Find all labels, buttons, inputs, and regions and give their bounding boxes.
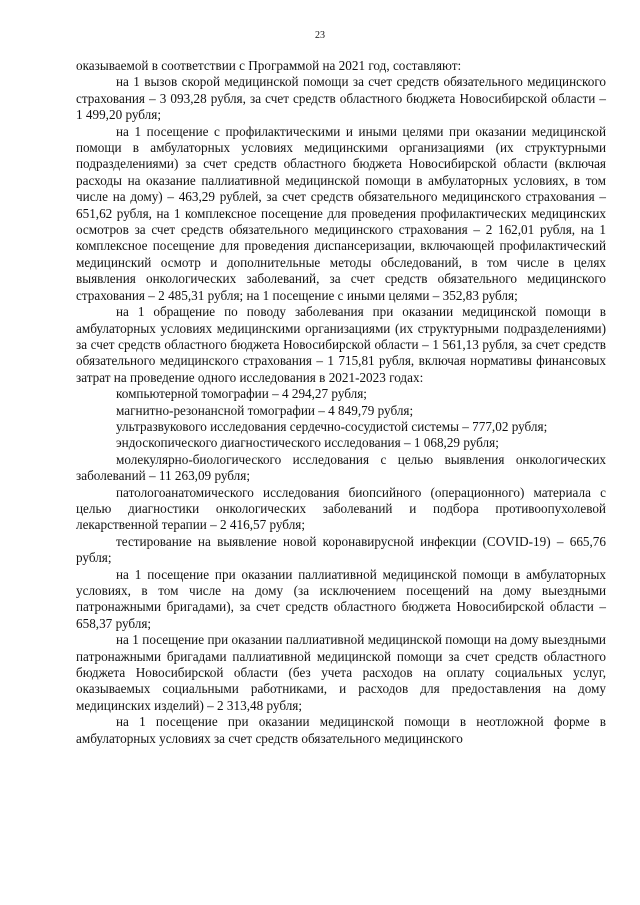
paragraph-intro: оказываемой в соответствии с Программой на 2021 год, составляют:	[76, 58, 462, 73]
paragraph-ambulance-call: на 1 вызов скорой медицинской помощи за счет средств обязательного медицинского страхования – 3 093,28 рубля, за счет средств областного бюджета Новосибирской области – 1 499,20 рубля;	[76, 74, 606, 123]
paragraph-molecular: молекулярно-биологического исследования с целью выявления онкологических заболеваний – 11 263,09 рубля;	[76, 451, 606, 484]
paragraph-pathology: патологоанатомического исследования биопсийного (операционного) материала с целью диагностики онкологических заболеваний и подбора противоопухолевой лекарственной терапии – 2 416,57 рубля;	[76, 484, 606, 533]
paragraph-disease-appeal: на 1 обращение по поводу заболевания при оказании медицинской помощи в амбулаторных условиях медицинскими организациями (их структурными подразделениями) за счет средств областного бюджета Новосибирской области – 1 561,13 рубля, за счет средств обязательного медицинского страхования – 1 715,81 рубля, включая нормативы финансовых затрат на проведение одного исследования в 2021-2023 годах:	[76, 304, 606, 385]
paragraph-urgent-care: на 1 посещение при оказании медицинской помощи в неотложной форме в амбулаторных условиях за счет средств обязательного медицинского	[76, 714, 606, 746]
document-body	[76, 58, 606, 747]
page-number: 23	[315, 30, 325, 41]
paragraph-ultrasound: ультразвукового исследования сердечно-сосудистой системы – 777,02 рубля;	[116, 418, 548, 434]
paragraph-covid-test: тестирование на выявление новой коронавирусной инфекции (COVID-19) – 665,76 рубля;	[76, 533, 606, 566]
paragraph-ct: компьютерной томографии – 4 294,27 рубля;	[116, 386, 367, 402]
paragraph-preventive-visit: на 1 посещение с профилактическими и иными целями при оказании медицинской помощи в амбулаторных условиях медицинскими организациями (их структурными подразделениями) за счет средств областного бюджета Новосибирской области (включая расходы на оказание паллиативной медицинской помощи в амбулаторных условиях, в том числе на дому) – 463,29 рублей, за счет средств обязательного медицинского страхования – 651,62 рубля, на 1 комплексное посещение для проведения профилактических медицинских осмотров за счет средств обязательного медицинского страхования – 2 162,01 рубля, на 1 комплексное посещение для проведения диспансеризации, включающей профилактический медицинский осмотр и дополнительные методы обследований, в том числе в целях выявления онкологических заболеваний, за счет средств обязательного медицинского страхования – 2 485,31 рубля; на 1 посещение с иными целями – 352,83 рубля;	[76, 123, 606, 303]
paragraph-palliative-visit: на 1 посещение при оказании паллиативной медицинской помощи в амбулаторных условиях, в том числе на дому (за исключением посещений на дому выездными патронажными бригадами), за счет средств областного бюджета Новосибирской области – 658,37 рубля;	[76, 566, 606, 631]
paragraph-mri: магнитно-резонансной томографии – 4 849,79 рубля;	[116, 402, 414, 418]
paragraph-endoscopy: эндоскопического диагностического исследования – 1 068,29 рубля;	[116, 435, 499, 451]
paragraph-palliative-home: на 1 посещение при оказании паллиативной медицинской помощи на дому выездными патронажными бригадами паллиативной медицинской помощи за счет средств областного бюджета Новосибирской области (без учета расходов на оплату социальных услуг, оказываемых социальными работниками, и расходов для предоставления на дому медицинских изделий) – 2 313,48 рубля;	[76, 632, 606, 713]
